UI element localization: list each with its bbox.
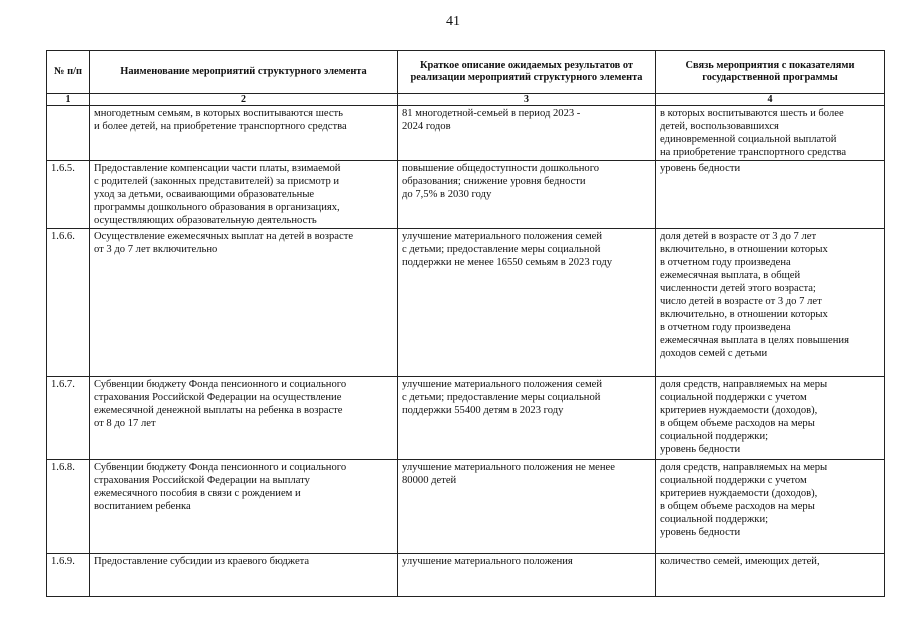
- column-number-row: [47, 94, 885, 106]
- text-line: численности детей этого возраста;: [660, 283, 816, 294]
- page-number: 41: [446, 14, 460, 29]
- text-line: уход за детьми, осваивающими образовательные: [94, 189, 315, 200]
- text-line: в отчетном году произведена: [660, 322, 791, 333]
- text-line: на приобретение транспортного средства: [660, 147, 847, 158]
- text-line: включительно, в отношении которых: [660, 244, 828, 255]
- row-number-cell: 1.6.5.: [47, 161, 90, 229]
- text-line: ежемесячного пособия в связи с рождением и: [94, 488, 301, 499]
- column-number: 1: [47, 94, 90, 106]
- row-number-cell: 1.6.7.: [47, 377, 90, 460]
- text-line: многодетным семьям, в которых воспитываются шесть: [94, 108, 343, 119]
- text-line: с детьми; предоставление меры социальной: [402, 244, 601, 255]
- text-line: 80000 детей: [402, 475, 457, 486]
- table-row: [47, 377, 885, 460]
- header-program-indicators: Связь мероприятия с показателями государственной программы: [656, 51, 885, 94]
- text-line: в отчетном году произведена: [660, 257, 791, 268]
- text-line: с родителей (законных представителей) за присмотр и: [94, 176, 340, 187]
- text-line: включительно, в отношении которых: [660, 309, 828, 320]
- table-header-row: [47, 51, 885, 94]
- text-line: в общем объеме расходов на меры: [660, 418, 815, 429]
- program-indicator-cell: [656, 554, 885, 597]
- program-indicator-cell: [656, 377, 885, 460]
- row-number-cell: 1.6.9.: [47, 554, 90, 597]
- row-number-cell: 1.6.6.: [47, 229, 90, 377]
- text-line: улучшение материального положения семей: [402, 379, 603, 390]
- text-line: социальной поддержки;: [660, 514, 769, 525]
- text-line: доля детей в возрасте от 3 до 7 лет: [660, 231, 817, 242]
- text-line: в общем объеме расходов на меры: [660, 501, 815, 512]
- table-body: [47, 106, 885, 597]
- text-line: число детей в возрасте от 3 до 7 лет: [660, 296, 822, 307]
- table-row: [47, 229, 885, 377]
- text-line: уровень бедности: [660, 527, 741, 538]
- measure-name-cell: [90, 554, 398, 597]
- text-line: ежемесячная выплата в целях повышения: [660, 335, 849, 346]
- column-number: 2: [90, 94, 398, 106]
- text-line: доходов семей с детьми: [660, 348, 768, 359]
- text-line: осуществляющих образовательную деятельность: [94, 215, 317, 226]
- measure-name-cell: [90, 229, 398, 377]
- program-indicator-cell: [656, 460, 885, 554]
- text-line: от 3 до 7 лет включительно: [94, 244, 218, 255]
- text-line: улучшение материального положения не менее: [402, 462, 615, 473]
- text-line: 81 многодетной-семьей в период 2023 -: [402, 108, 581, 119]
- text-line: воспитанием ребенка: [94, 501, 191, 512]
- expected-result-cell: [398, 554, 656, 597]
- expected-result-cell: [398, 106, 656, 161]
- text-line: поддержки не менее 16550 семьям в 2023 году: [402, 257, 613, 268]
- text-line: критериев нуждаемости (доходов),: [660, 488, 818, 499]
- expected-result-cell: [398, 460, 656, 554]
- text-line: Предоставление компенсации части платы, взимаемой: [94, 163, 341, 174]
- text-line: страхования Российской Федерации на осуществление: [94, 392, 342, 403]
- measure-name-cell: [90, 377, 398, 460]
- text-line: Осуществление ежемесячных выплат на детей в возрасте: [94, 231, 354, 242]
- text-line: и более детей, на приобретение транспортного средства: [94, 121, 347, 132]
- text-line: до 7,5% в 2030 году: [402, 189, 492, 200]
- text-line: критериев нуждаемости (доходов),: [660, 405, 818, 416]
- text-line: страхования Российской Федерации на выплату: [94, 475, 310, 486]
- text-line: 2024 годов: [402, 121, 451, 132]
- row-number-cell: 1.6.8.: [47, 460, 90, 554]
- table-row: [47, 554, 885, 597]
- expected-result-cell: [398, 229, 656, 377]
- text-line: социальной поддержки;: [660, 431, 769, 442]
- text-line: количество семей, имеющих детей,: [660, 556, 820, 567]
- program-indicator-cell: [656, 106, 885, 161]
- text-line: Субвенции бюджету Фонда пенсионного и социального: [94, 379, 347, 390]
- text-line: доля средств, направляемых на меры: [660, 462, 828, 473]
- text-line: Субвенции бюджету Фонда пенсионного и социального: [94, 462, 347, 473]
- text-line: детей, воспользовавшихся: [660, 121, 779, 132]
- text-line: уровень бедности: [660, 444, 741, 455]
- text-line: доля средств, направляемых на меры: [660, 379, 828, 390]
- column-number: 3: [398, 94, 656, 106]
- text-line: поддержки 55400 детям в 2023 году: [402, 405, 564, 416]
- table-row: [47, 460, 885, 554]
- measure-name-cell: [90, 106, 398, 161]
- measure-name-cell: [90, 161, 398, 229]
- text-line: улучшение материального положения: [402, 556, 573, 567]
- table-row: [47, 161, 885, 229]
- text-line: образования; снижение уровня бедности: [402, 176, 586, 187]
- text-line: повышение общедоступности дошкольного: [402, 163, 600, 174]
- text-line: ежемесячной денежной выплаты на ребенка в возрасте: [94, 405, 343, 416]
- header-expected-results: Краткое описание ожидаемых результатов от реализации мероприятий структурного элемента: [398, 51, 656, 94]
- header-measure-name: Наименование мероприятий структурного элемента: [90, 51, 398, 94]
- measures-table: [46, 50, 885, 597]
- program-indicator-cell: [656, 229, 885, 377]
- text-line: уровень бедности: [660, 163, 741, 174]
- text-line: от 8 до 17 лет: [94, 418, 156, 429]
- measure-name-cell: [90, 460, 398, 554]
- text-line: программы дошкольного образования в организациях,: [94, 202, 340, 213]
- header-number: № п/п: [47, 51, 90, 94]
- row-number-cell: [47, 106, 90, 161]
- text-line: социальной поддержки с учетом: [660, 392, 807, 403]
- text-line: Предоставление субсидии из краевого бюджета: [94, 556, 310, 567]
- text-line: единовременной социальной выплатой: [660, 134, 837, 145]
- expected-result-cell: [398, 161, 656, 229]
- table-row: [47, 106, 885, 161]
- column-number: 4: [656, 94, 885, 106]
- text-line: в которых воспитываются шесть и более: [660, 108, 844, 119]
- text-line: улучшение материального положения семей: [402, 231, 603, 242]
- expected-result-cell: [398, 377, 656, 460]
- text-line: с детьми; предоставление меры социальной: [402, 392, 601, 403]
- program-indicator-cell: [656, 161, 885, 229]
- text-line: социальной поддержки с учетом: [660, 475, 807, 486]
- text-line: ежемесячная выплата, в общей: [660, 270, 801, 281]
